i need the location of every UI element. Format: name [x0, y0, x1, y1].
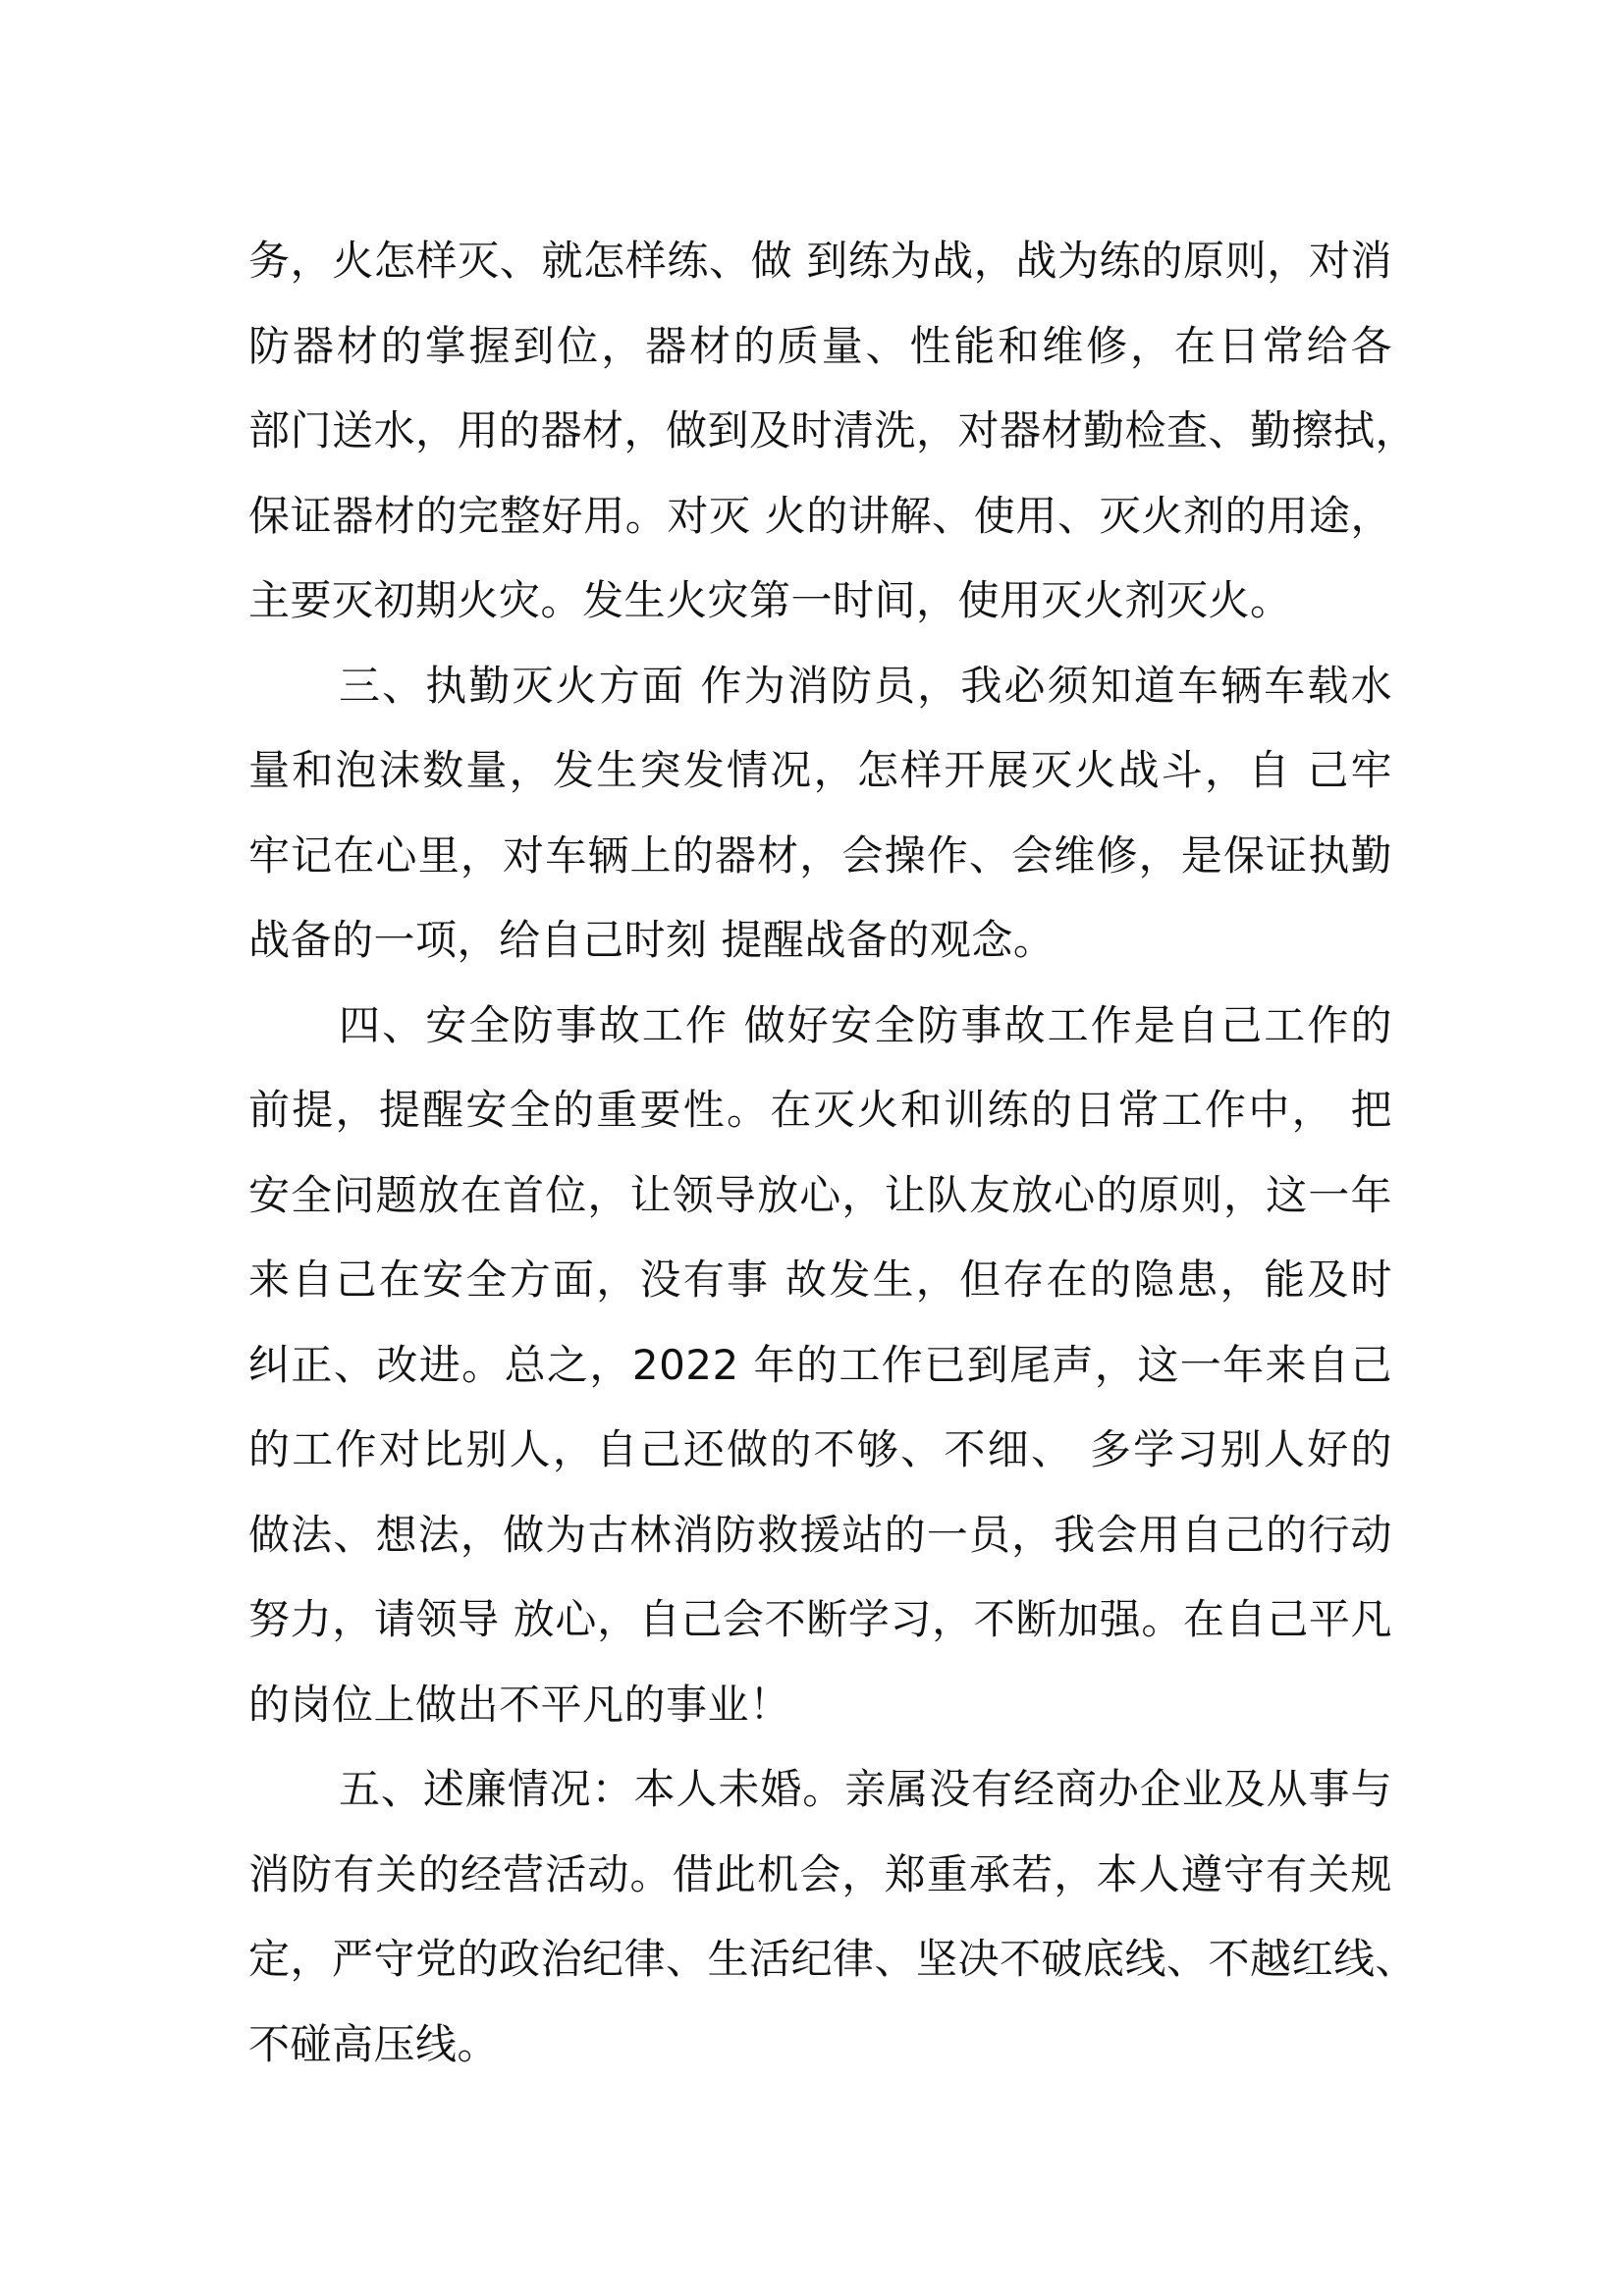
text-line: 不碰高压线。 [248, 2019, 500, 2068]
text-line: 量和泡沫数量，发生突发情况，怎样开展灭火战斗，自 己牢 [248, 746, 1392, 794]
text-line: 来自己在安全方面，没有事 故发生，但存在的隐患，能及时 [248, 1255, 1392, 1304]
text-line: 安全问题放在首位，让领导放心，让队友放心的原则，这一年 [248, 1170, 1392, 1219]
text-line: 牢记在心里，对车辆上的器材，会操作、会维修，是保证执勤 [248, 830, 1392, 880]
text-line: 部门送水，用的器材，做到及时清洗，对器材勤检查、勤擦拭， [248, 406, 1418, 454]
text-line: 前提，提醒安全的重要性。在灭火和训练的日常工作中， 把 [248, 1086, 1392, 1134]
text-line: 消防有关的经营活动。借此机会，郑重承若，本人遵守有关规 [248, 1849, 1392, 1898]
text-line: 防器材的掌握到位，器材的质量、性能和维修，在日常给各 [248, 321, 1392, 370]
text-line: 做法、想法，做为古林消防救援站的一员，我会用自己的行动 [248, 1510, 1392, 1559]
text-line: 努力，请领导 放心，自己会不断学习，不断加强。在自己平凡 [248, 1595, 1392, 1643]
text-line: 定，严守党的政治纪律、生活纪律、坚决不破底线、不越红线、 [248, 1935, 1418, 1983]
text-line: 五、述廉情况：本人未婚。亲属没有经商办企业及从事与 [339, 1765, 1392, 1813]
text-line: 的岗位上做出不平凡的事业！ [248, 1680, 791, 1729]
text-line: 纠正、改进。总之，2022 年的工作已到尾声，这一年来自己 [248, 1340, 1392, 1389]
text-line: 务，火怎样灭、就怎样练、做 到练为战，战为练的原则，对消 [248, 237, 1392, 285]
text-line: 保证器材的完整好用。对灭 火的讲解、使用、灭火剂的用途， [248, 491, 1392, 540]
body-text [248, 219, 1418, 2087]
text-line: 的工作对比别人，自己还做的不够、不细、 多学习别人好的 [248, 1425, 1392, 1473]
text-line: 主要灭初期火灾。发生火灾第一时间，使用灭火剂灭火。 [248, 576, 1292, 624]
text-line: 三、执勤灭火方面 作为消防员，我必须知道车辆车载水 [339, 661, 1392, 710]
text-line: 战备的一项，给自己时刻 提醒战备的观念。 [248, 916, 1056, 964]
text-line: 四、安全防事故工作 做好安全防事故工作是自己工作的 [339, 1000, 1392, 1049]
